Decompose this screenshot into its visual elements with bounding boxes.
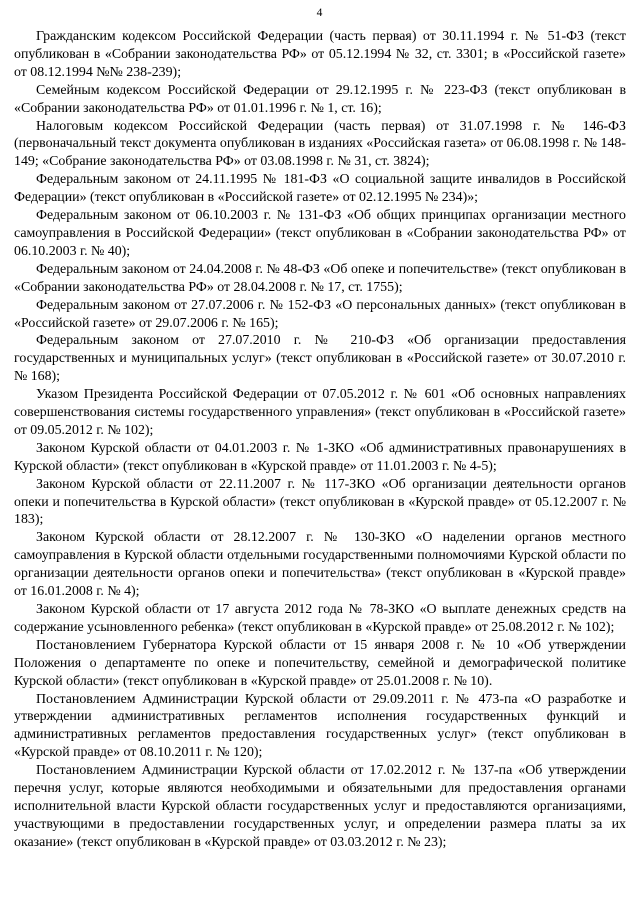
paragraph-federal-law-152: Федеральным законом от 27.07.2006 г. № 152-ФЗ «О персональных данных» (текст опубликован в «Российской газете» от 29.07.2006 г. № 165); <box>14 297 626 331</box>
paragraph-federal-law-131: Федеральным законом от 06.10.2003 г. № 131-ФЗ «Об общих принципах организации местного самоуправления в Российской Федерации» (текст опубликован в «Собрании законодательства РФ» от 06.10.2003 г. № 40); <box>14 208 626 259</box>
paragraph-governor-resolution-10: Постановлением Губернатора Курской области от 15 января 2008 г. № 10 «Об утверждении Положения о департаменте по опеке и попечительству, семейной и демографической политике Курской области» (текст опубликован в «Курской правде» от 25.01.2008 г. № 10). <box>14 637 626 689</box>
page-number: 4 <box>316 7 323 19</box>
paragraph-federal-law-181: Федеральным законом от 24.11.1995 № 181-ФЗ «О социальной защите инвалидов в Российской Федерации» (текст опубликован в «Российской газете» от 02.12.1995 № 234)»; <box>14 172 626 206</box>
paragraph-administration-resolution-137: Постановлением Администрации Курской области от 17.02.2012 г. № 137-па «Об утверждении перечня услуг, которые являются необходимыми и обязательными для предоставления органами исполнительной власти Курской области государственных услуг и предоставляются организациями, участвующими в предоставлении государственных услуг, и определении размера платы за их оказание» (текст опубликован в «Курской правде» от 03.03.2012 г. № 23); <box>14 763 626 850</box>
paragraph-kursk-law-1: Законом Курской области от 04.01.2003 г. № 1-ЗКО «Об административных правонарушениях в Курской области» (текст опубликован в «Курской правде» от 11.01.2003 г. № 4-5); <box>14 440 626 474</box>
paragraph-federal-law-48: Федеральным законом от 24.04.2008 г. № 48-ФЗ «Об опеке и попечительстве» (текст опубликован в «Собрании законодательства РФ» от 28.04.2008 г. № 17, ст. 1755); <box>14 261 626 295</box>
paragraph-tax-code: Налоговым кодексом Российской Федерации (часть первая) от 31.07.1998 г. № 146-ФЗ (первоначальный текст документа опубликован в изданиях «Российская газета» от 06.08.1998 г. № 148-149; «Собрание законодательства РФ» от 03.08.1998 г. № 31, ст. 3824); <box>14 118 626 170</box>
paragraph-federal-law-210: Федеральным законом от 27.07.2010 г. № 210-ФЗ «Об организации предоставления государственных и муниципальных услуг» (текст опубликован в «Российской газете» от 30.07.2010 г. № 168); <box>14 333 626 385</box>
paragraph-administration-resolution-473: Постановлением Администрации Курской области от 29.09.2011 г. № 473-па «О разработке и утверждении административных регламентов исполнения государственных функций и административных регламентов предоставления государственных услуг» (текст опубликован в «Курской правде» от 08.10.2011 г. № 120); <box>14 691 626 761</box>
paragraph-kursk-law-117: Законом Курской области от 22.11.2007 г. № 117-ЗКО «Об организации деятельности органов опеки и попечительства в Курской области» (текст опубликован в «Курской правде» от 05.12.2007 г. № 183); <box>14 476 626 528</box>
paragraph-family-code: Семейным кодексом Российской Федерации от 29.12.1995 г. № 223-ФЗ (текст опубликован в «Собрании законодательства РФ» от 01.01.1996 г. № 1, ст. 16); <box>14 82 626 116</box>
paragraph-kursk-law-130: Законом Курской области от 28.12.2007 г. № 130-ЗКО «О наделении органов местного самоуправления в Курской области отдельными государственными полномочиями Курской области по организации деятельности органов опеки и попечительства» (текст опубликован в «Курской правде» от 16.01.2008 г. № 4); <box>14 530 626 600</box>
document-body <box>14 28 626 852</box>
paragraph-kursk-law-78: Законом Курской области от 17 августа 2012 года № 78-ЗКО «О выплате денежных средств на содержание усыновленного ребенка» (текст опубликован в «Курской правде» от 25.08.2012 г. № 102); <box>14 602 626 635</box>
paragraph-presidential-decree-601: Указом Президента Российской Федерации от 07.05.2012 г. № 601 «Об основных направлениях совершенствования системы государственного управления» (текст опубликован в «Российской газете» от 09.05.2012 г. № 102); <box>14 387 626 438</box>
paragraph-civil-code: Гражданским кодексом Российской Федерации (часть первая) от 30.11.1994 г. № 51-ФЗ (текст опубликован в «Собрании законодательства РФ» от 05.12.1994 № 32, ст. 3301; в «Российской газете» от 08.12.1994 №№ 238-239); <box>14 29 626 80</box>
